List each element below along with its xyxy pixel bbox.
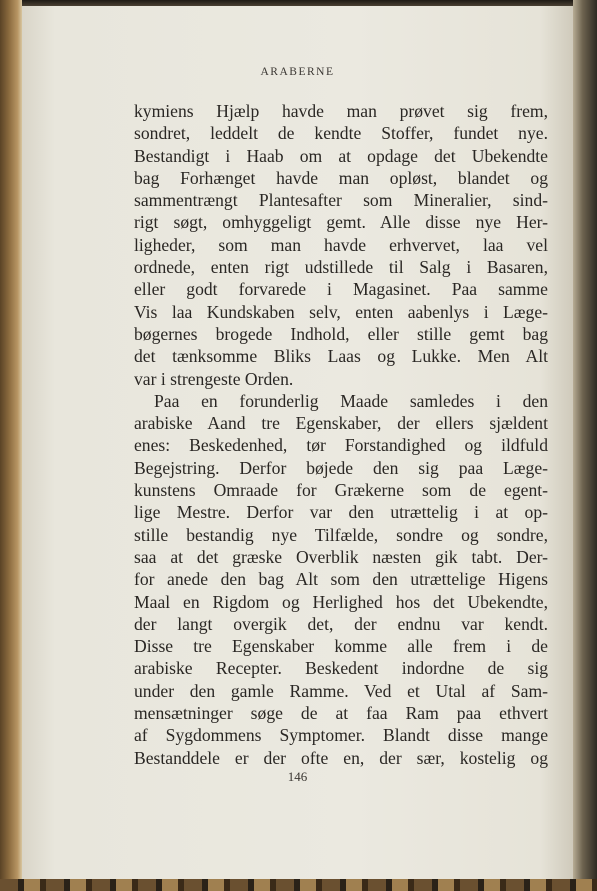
text-line: kymiens Hjælp havde man prøvet sig frem, [134, 101, 548, 121]
paragraph-start-line: Paa en forunderlig Maade samledes i den [154, 390, 548, 411]
paragraph-end-line: var i strengeste Orden. [134, 368, 294, 389]
text-line: ordnede, enten rigt udstillede til Salg i Basaren, [134, 257, 548, 278]
text-line: ligheder, som man havde erhvervet, laa vel [134, 234, 548, 255]
text-line: arabiske Recepter. Beskedent indordne de sig [134, 658, 548, 679]
binding-bottom-edge [0, 879, 597, 891]
text-line: lige Mestre. Derfor var den utrættelig i at op- [134, 502, 548, 523]
text-line: bøgernes brogede Indhold, eller stille gemt bag [134, 323, 548, 344]
body-text [134, 100, 548, 769]
text-line: af Sygdommens Symptomer. Blandt disse mange [134, 725, 548, 746]
text-line: Bestanddele er der ofte en, der sær, kostelig og [134, 747, 548, 768]
running-head: ARABERNE [260, 66, 335, 78]
text-line: Disse tre Egenskaber komme alle frem i de [134, 636, 548, 657]
text-line: enes: Beskedenhed, tør Forstandighed og ildfuld [134, 435, 548, 456]
text-line: stille bestandig nye Tilfælde, sondre og sondre, [134, 524, 548, 545]
text-line: sondret, leddelt de kendte Stoffer, fundet nye. [134, 123, 548, 144]
text-line: Bestandigt i Haab om at opdage det Ubekendte [134, 145, 548, 166]
text-line: det tænksomme Bliks Laas og Lukke. Men Alt [134, 346, 548, 367]
text-line: arabiske Aand tre Egenskaber, der ellers sjældent [134, 413, 548, 434]
text-line: Maal en Rigdom og Herlighed hos det Ubekendte, [134, 591, 548, 612]
text-line: mensætninger søge de at faa Ram paa ethvert [134, 703, 548, 724]
text-line: Vis laa Kundskaben selv, enten aabenlys i Læge- [134, 301, 548, 322]
text-line: saa at det græske Overblik næsten gik tabt. Der- [134, 546, 548, 567]
text-line: under den gamle Ramme. Ved et Utal af Sam- [134, 680, 548, 701]
text-line: kunstens Omraade for Grækerne som de egent- [134, 480, 548, 501]
text-line: rigt søgt, omhyggeligt gemt. Alle disse nye Her- [134, 212, 548, 233]
book-spine-left [0, 0, 22, 891]
page-number: 146 [287, 769, 308, 784]
text-line: Begejstring. Derfor bøjede den sig paa Læge- [134, 457, 548, 478]
text-line: bag Forhænget havde man opløst, blandet og [134, 167, 548, 188]
book-page [22, 6, 573, 879]
text-line: sammentrængt Plantesafter som Mineralier, sind- [134, 190, 548, 211]
page-edge-right [573, 0, 597, 891]
text-line: for anede den bag Alt som den utrættelige Higens [134, 569, 548, 590]
text-line: eller godt forvarede i Magasinet. Paa samme [134, 279, 548, 300]
text-line: der langt overgik det, der endnu var kendt. [134, 613, 548, 634]
